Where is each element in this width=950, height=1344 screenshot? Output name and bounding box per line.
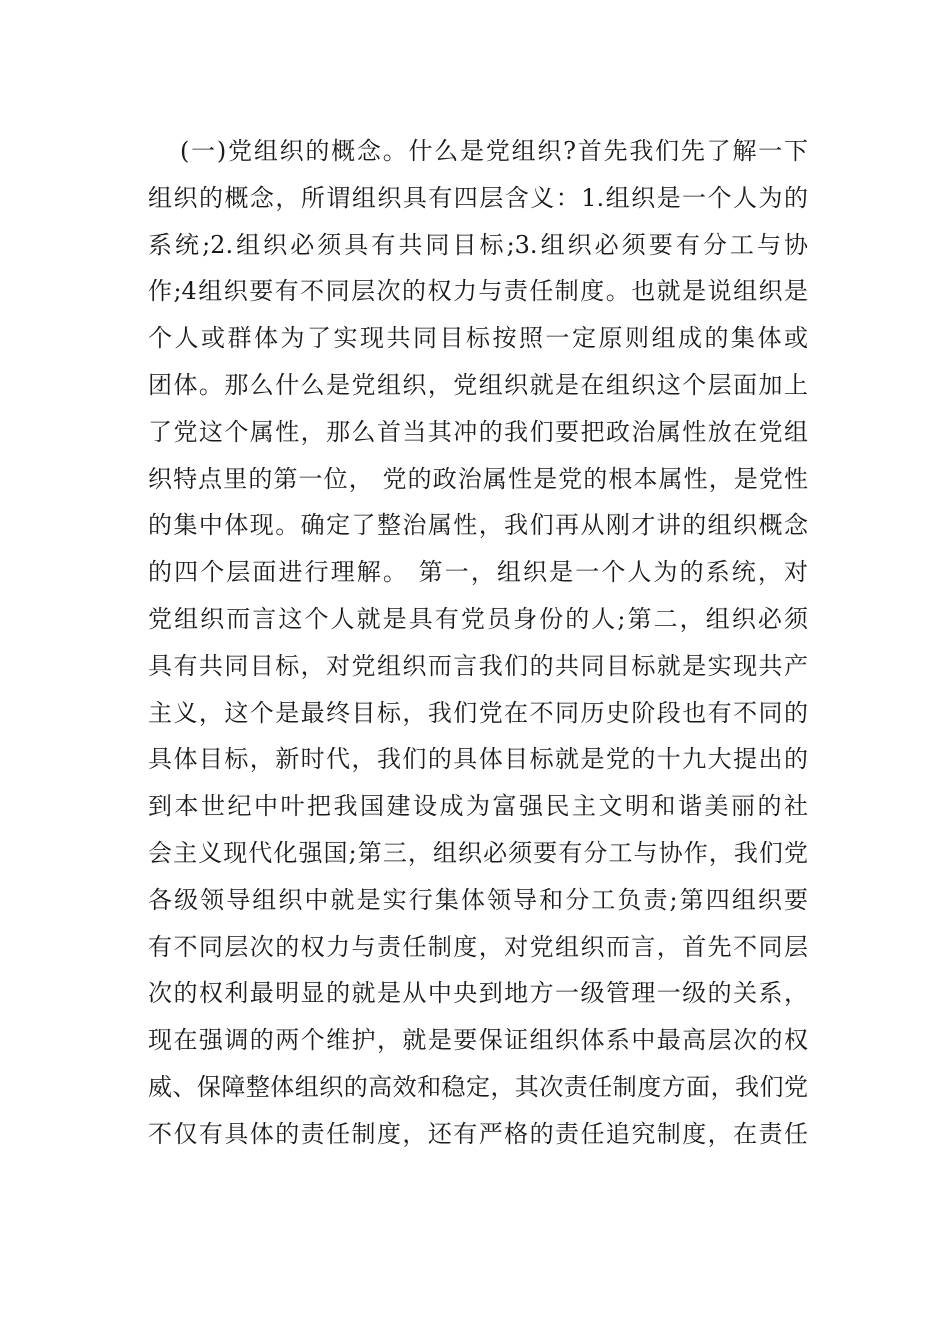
text-line: 的四个层面进行理解。 第一，组织是一个人为的系统，对 [148, 558, 808, 587]
text-line: 具有共同目标，对党组织而言我们的共同目标就是实现共产 [148, 651, 808, 680]
body-paragraph [148, 128, 808, 1158]
text-line: 现在强调的两个维护，就是要保证组织体系中最高层次的权 [148, 1026, 808, 1055]
text-line: 到本世纪中叶把我国建设成为富强民主文明和谐美丽的社 [148, 792, 808, 821]
text-line: 不仅有具体的责任制度，还有严格的责任追究制度，在责任 [148, 1119, 808, 1148]
text-line: 个人或群体为了实现共同目标按照一定原则组成的集体或 [148, 324, 808, 353]
text-line: 作;4组织要有不同层次的权力与责任制度。也就是说组织是 [148, 277, 808, 306]
text-line: 会主义现代化强国;第三，组织必须要有分工与协作，我们党 [148, 838, 808, 867]
text-line: 具体目标，新时代，我们的具体目标就是党的十九大提出的 [148, 745, 808, 774]
text-line: 次的权利最明显的就是从中央到地方一级管理一级的关系， [148, 979, 808, 1008]
text-line: 的集中体现。确定了整治属性，我们再从刚才讲的组织概念 [148, 511, 808, 540]
text-line: 团体。那么什么是党组织，党组织就是在组织这个层面加上 [148, 370, 808, 399]
text-line: 党组织而言这个人就是具有党员身份的人;第二，组织必须 [148, 604, 808, 633]
text-line: 主义，这个是最终目标，我们党在不同历史阶段也有不同的 [148, 698, 808, 727]
text-line: 各级领导组织中就是实行集体领导和分工负责;第四组织要 [148, 885, 808, 914]
text-line: 了党这个属性，那么首当其冲的我们要把政治属性放在党组 [148, 417, 808, 446]
text-line: 威、保障整体组织的高效和稳定，其次责任制度方面，我们党 [148, 1072, 808, 1101]
text-line: 织特点里的第一位， 党的政治属性是党的根本属性，是党性 [148, 464, 808, 493]
text-line: 系统;2.组织必须具有共同目标;3.组织必须要有分工与协 [148, 230, 808, 259]
text-line: (一)党组织的概念。什么是党组织?首先我们先了解一下 [180, 137, 808, 165]
text-line: 组织的概念，所谓组织具有四层含义：1.组织是一个人为的 [148, 183, 808, 212]
text-line: 有不同层次的权力与责任制度，对党组织而言，首先不同层 [148, 932, 808, 961]
